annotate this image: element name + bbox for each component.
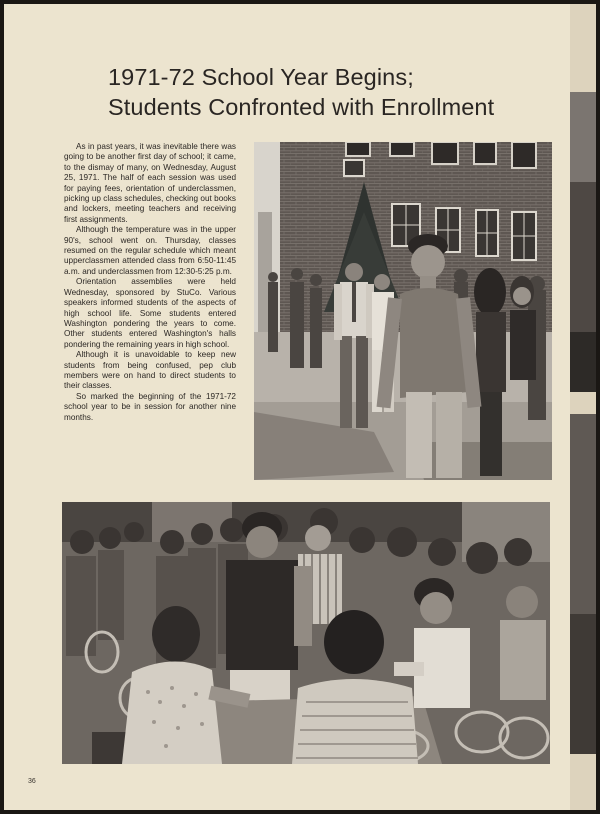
paragraph: Orientation assemblies were held Wednesday, sponsored by StuCo. Various speakers informed students of the aspects of high school life. Some students entered Washington pondering the years to come. Other students entered Washington's halls pondering the remaining years in high school.: [64, 277, 236, 349]
photo-students-seated: [62, 502, 550, 764]
page-title: [108, 62, 568, 122]
article-body: [64, 142, 236, 423]
yearbook-page: [4, 4, 570, 810]
title-line-2: Students Confronted with Enrollment: [108, 94, 495, 120]
facing-page-edge: [570, 4, 596, 810]
page-number: 36: [28, 778, 36, 785]
paragraph: As in past years, it was inevitable there was going to be another first day of school; it came, to the dismay of many, on Wednesday, August 25, 1971. The half of each session was used for paying fees, orientation of underclassmen, picking up class schedules, checking out books and lockers, meeting teachers and receiving first assignments.: [64, 142, 236, 224]
paragraph: So marked the beginning of the 1971-72 school year to be in session for another nine months.: [64, 391, 236, 422]
paragraph: Although it is unavoidable to keep new students from being confused, pep club members were on hand to direct students to their classes.: [64, 350, 236, 391]
title-line-1: 1971-72 School Year Begins;: [108, 64, 414, 90]
photo-students-arriving: [254, 142, 552, 480]
paragraph: Although the temperature was in the upper 90's, school went on. Thursday, classes resumed on the regular schedule which meant upperclassmen attended class from 6:50-11:45 a.m. and underclassmen from 12:30-5:25 p.m.: [64, 225, 236, 276]
